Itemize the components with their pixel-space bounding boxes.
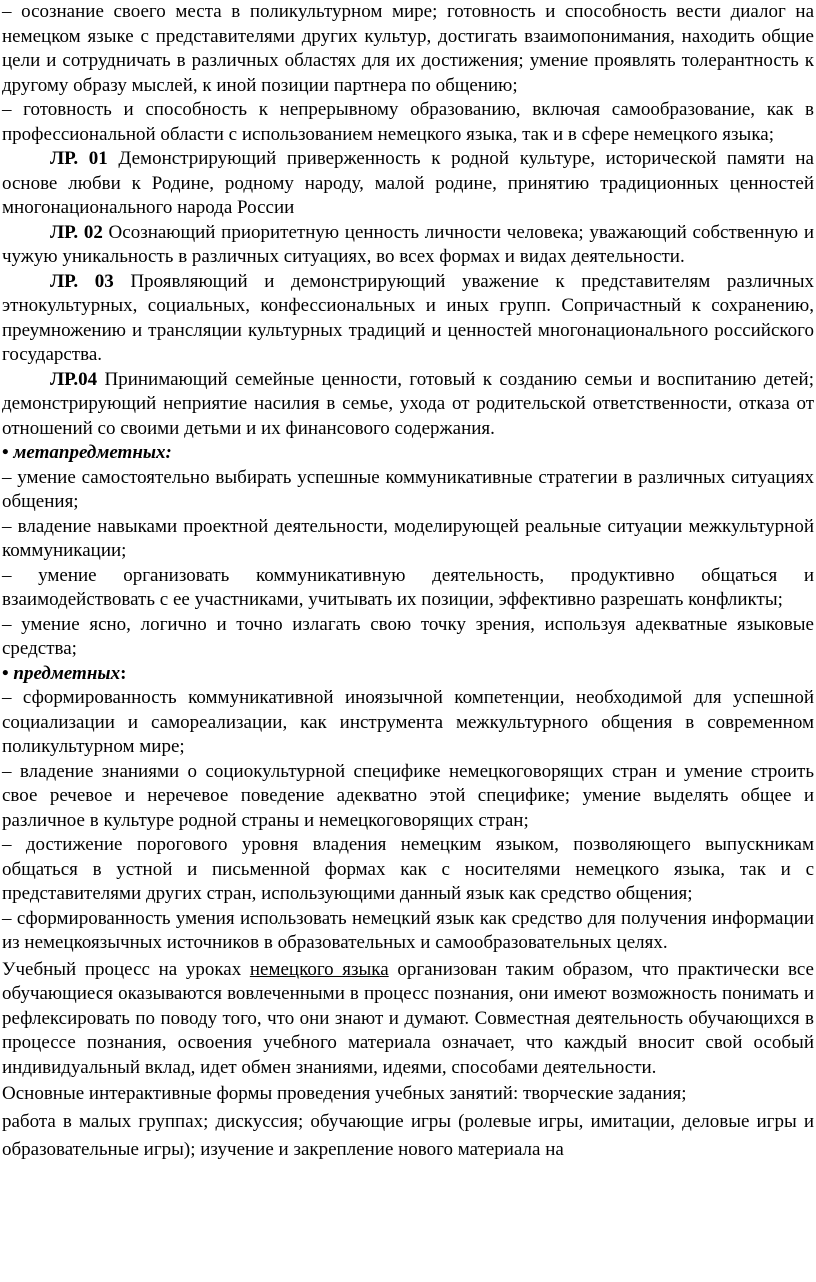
lr-code: ЛР. 01 bbox=[50, 148, 108, 169]
process-text-end: организован таким образом, что практически все обучающиеся оказываются вовлеченными в процесс познания, они имеют возможность понимать и рефлексировать по поводу того, что они знают и думают. Совместная деятельность обучающихся в процессе познания, освоения учебного материала означает, что каждый вносит свой особый индивидуальный вклад, идет обмен знаниями, идеями, способами деятельности. bbox=[2, 958, 814, 1078]
subject-item: – сформированность коммуникативной иноязычной компетенции, необходимой для успешной социализации и самореализации, как инструмента межкультурного общения в современном поликультурном мире; bbox=[2, 687, 814, 757]
process-text-start: Учебный процесс на уроках bbox=[2, 958, 250, 980]
forms-continued: работа в малых группах; дискуссия; обучающие игры (ролевые игры, имитации, деловые игры и образовательные игры); изучение и закрепление нового материала на bbox=[2, 1111, 814, 1160]
lr-paragraph bbox=[0, 270, 816, 368]
bullet: • bbox=[2, 662, 14, 684]
subject-item: – достижение порогового уровня владения немецким языком, позволяющего выпускникам общаться в устной и письменной формах как с носителями немецкого языка, так и с представителями других стран, использующими данный язык как средство общения; bbox=[2, 834, 814, 904]
lr-code: ЛР. 03 bbox=[50, 270, 114, 292]
lr-paragraph bbox=[0, 147, 816, 221]
meta-item: – умение организовать коммуникативную деятельность, продуктивно общаться и взаимодействовать с ее участниками, учитывать их позиции, эффективно разрешать конфликты; bbox=[2, 564, 814, 610]
lr-code: ЛР.04 bbox=[50, 368, 98, 390]
lr-paragraph bbox=[0, 368, 816, 442]
meta-item: – владение навыками проектной деятельности, моделирующей реальные ситуации межкультурной коммуникации; bbox=[2, 515, 814, 561]
lr-text: Принимающий семейные ценности, готовый к созданию семьи и воспитанию детей; демонстрирующий неприятие насилия в семье, ухода от родительской ответственности, отказа от отношений со своими детьми и их финансового содержания. bbox=[2, 368, 814, 439]
subject-item: – сформированность умения использовать немецкий язык как средство для получения информации из немецкоязычных источников в образовательных и самообразовательных целях. bbox=[2, 907, 814, 953]
subject-heading bbox=[0, 662, 816, 687]
lr-text: Осознающий приоритетную ценность личности человека; уважающий собственную и чужую уникальность в различных ситуациях, во всех формах и видах деятельности. bbox=[2, 221, 814, 267]
meta-heading-text: метапредметных: bbox=[13, 442, 172, 463]
subject-heading-colon: : bbox=[120, 662, 127, 684]
subject-link: немецкого языка bbox=[249, 958, 389, 980]
intro-item: – осознание своего места в поликультурном мире; готовность и способность вести диалог на немецком языке с представителями других культур, достигать взаимопонимания, находить общие цели и сотрудничать в различных областях для их достижения; умение проявлять толерантность к другому образу мыслей, к иной позиции партнера по общению; bbox=[2, 1, 814, 96]
meta-heading bbox=[0, 441, 816, 466]
lr-code: ЛР. 02 bbox=[50, 221, 103, 243]
meta-item: – умение самостоятельно выбирать успешные коммуникативные стратегии в различных ситуациях общения; bbox=[2, 466, 814, 512]
bullet: • bbox=[2, 442, 14, 463]
subject-heading-text: предметных bbox=[13, 662, 121, 684]
lr-text: Проявляющий и демонстрирующий уважение к представителям различных этнокультурных, социальных, конфессиональных и иных групп. Сопричастный к сохранению, преумножению и трансляции культурных традиций и ценностей многонационального российского государства. bbox=[2, 270, 814, 365]
lr-paragraph bbox=[0, 221, 816, 270]
meta-item: – умение ясно, логично и точно излагать свою точку зрения, используя адекватные языковые средства; bbox=[2, 613, 814, 659]
process-paragraph bbox=[0, 958, 816, 1081]
lr-text: Демонстрирующий приверженность к родной культуре, исторической памяти на основе любви к Родине, родному народу, малой родине, принятию традиционных ценностей многонационального народа России bbox=[2, 148, 814, 218]
subject-item: – владение знаниями о социокультурной специфике немецкоговорящих стран и умение строить свое речевое и неречевое поведение адекватно этой специфике; умение выделять общее и различное в культуре родной страны и немецкоговорящих стран; bbox=[2, 760, 814, 831]
forms-paragraph: Основные интерактивные формы проведения учебных занятий: творческие задания; bbox=[2, 1083, 687, 1104]
intro-item: – готовность и способность к непрерывному образованию, включая самообразование, как в профессиональной области с использованием немецкого языка, так и в сфере немецкого языка; bbox=[2, 99, 814, 145]
